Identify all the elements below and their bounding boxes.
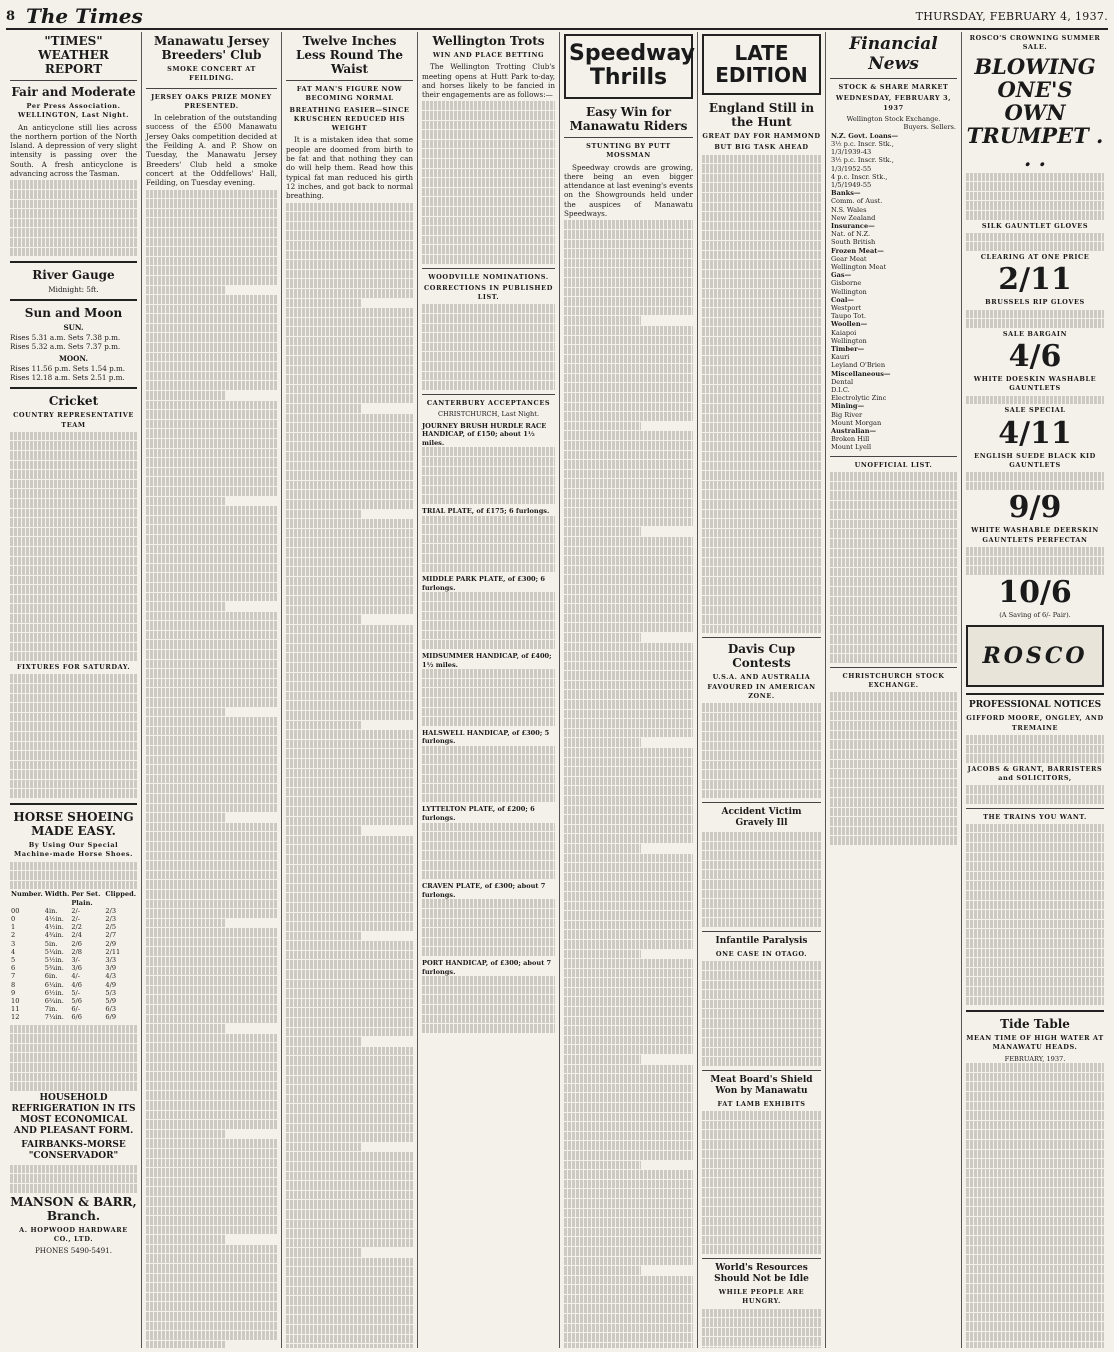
world-resources-sub: WHILE PEOPLE ARE HUNGRY. [718,1288,805,1306]
stock-name: Westport [831,303,862,312]
column-weather: "TIMES" WEATHER REPORT Fair and Moderate Per Press Association. WELLINGTON, Last Night. An anticyclone still lies across the northern portion of the North Island. A depression of very slight intensity is passing over the South. A fresh anticyclone is advancing across the Tasman. River Gauge Midnight: 5ft. Sun and Moon SUN. Rises 5.31 a.m. Sets 7.38 p.m. Rises 5.32 a.m. Sets 7.37 p.m. MOON. Rises 11.56 p.m. Sets 1.54 p.m. Rises 12.18 a.m. Sets 2.51 p.m. Cricket COUNTRY REPRESENTATIVE TEAM FIXTURES FOR SATURDAY. HORSE SHOEING MADE EASY. By Using Our Special Machine-made Horse Shoes. Number. Width. Per Set. Plain. Clipped. 00 4in. 2/- 2/3 0 4½in. 2/- 2/3 1 4½in. 2/2 2/5 2 4¾in. 2/4 2/7 3 5in. 2/6 2/9 4 5¼in. 2/8 2/11 5 5½in. 3/- 3/3 6 5¾in. 3/6 3/9 7 6in. 4/- 4/3 8 6¼in. 4/6 4/9 9 6½in. 5/- 5/3 10 6¾in. 5/6 5/9 11 7in. 6/- 6/3 12 7¼in. 6/6 6/9 HOUSEHOLD REFRIGERATION IN ITS MOST ECONOMICAL AND PLEASANT FORM. FAIRBANKS-MORSE "CONSERVADOR" MANSON & BARR, Branch. A. HOPWOOD HARDWARE CO., LTD. PHONES 5490-5491. [6,32,142,1348]
race-list [422,422,555,1033]
jersey-sub: SMOKE CONCERT AT FEILDING. [167,65,256,83]
stock-row [830,345,957,353]
horse-shoe-price-table [10,890,137,1021]
christchurch-exchange: CHRISTCHURCH STOCK EXCHANGE. [842,671,945,690]
england-sub: GREAT DAY FOR HAMMOND [702,132,821,140]
stock-name: Electrolytic Zinc [831,394,887,403]
stock-row [830,304,957,312]
england-headline: England Still in the Hunt [708,101,815,129]
stock-row [830,312,957,320]
race-heading: CRAVEN PLATE, of £300; about 7 furlongs. [422,882,546,899]
shoe-cell: 2/8 [71,947,82,956]
shoe-header: Width. [44,890,70,899]
professional-notices: PROFESSIONAL NOTICES [968,700,1102,711]
weather-body: An anticyclone still lies across the northern portion of the North Island. A depression of very slight intensity is passing over the South. A fresh anticyclone is advancing across the Tasman. [10,122,137,179]
moon-today: Rises 11.56 p.m. Sets 1.54 p.m. [10,363,126,373]
stock-name: Coal— [831,295,855,304]
stock-row [830,238,957,246]
speedway-headline: Speedway Thrills [569,41,696,90]
silk-gauntlet-gloves: SILK GAUNTLET GLOVES [981,221,1089,230]
shoe-cell: 0 [11,915,16,924]
shoe-cell: 4/- [71,972,80,981]
stock-row [830,173,957,189]
shoe-cell: 2/5 [105,923,117,932]
shoe-row [10,923,137,931]
stock-name: Frozen Meat— [831,246,884,255]
stock-name: Australian— [831,427,877,435]
stock-name: Leyland O'Brien [831,361,886,370]
shoe-row [10,940,137,948]
shoe-cell: 4in. [44,906,58,915]
shoe-cell: 6in. [44,972,58,981]
weather-headline: Fair and Moderate [11,85,136,99]
stock-name: Mining— [831,402,865,411]
shoe-cell: 1 [11,923,16,932]
woodville-corrections: CORRECTIONS IN PUBLISHED LIST. [424,283,553,302]
sun-tomorrow: Rises 5.32 a.m. Sets 7.37 p.m. [10,342,121,352]
stock-row [830,206,957,214]
solicitors-notice: GIFFORD MOORE, ONGLEY, AND TREMAINE [966,714,1104,732]
stock-name: Dental [831,377,854,386]
stock-row [830,140,957,156]
world-resources-headline: World's Resources Should Not be Idle [714,1263,809,1285]
white-doeskin-gauntlets: WHITE DOESKIN WASHABLE GAUNTLETS [973,375,1097,393]
shoe-cell: 6¾in. [44,997,64,1006]
kruschen-headline: Twelve Inches Less Round The Waist [295,34,404,76]
stock-row [830,255,957,263]
stock-name: Big River [831,410,863,419]
stock-row [830,361,957,369]
hopwood-hardware: A. HOPWOOD HARDWARE CO., LTD. [19,1225,128,1243]
river-gauge-value: Midnight: 5ft. [48,285,99,295]
masthead [6,4,1108,30]
davis-cup-headline: Davis Cup Contests [727,642,796,671]
stock-row [830,435,957,443]
stock-row [830,222,957,230]
shoe-row [10,997,137,1005]
shoe-row [10,989,137,997]
shoe-cell: 5 [11,956,16,965]
stock-name: New Zealand [831,213,876,222]
shoe-cell: 5/9 [105,997,117,1006]
deerskin-gauntlets: WHITE WASHABLE DEERSKIN GAUNTLETS PERFECTAN [971,526,1099,544]
weather-dateline: Per Press Association. WELLINGTON, Last Night. [18,102,129,120]
shoe-cell: 6½in. [44,988,64,997]
column-late-edition [698,32,826,1348]
stock-row [830,132,957,140]
kruschen-sub: FAT MAN'S FIGURE NOW BECOMING NORMAL [296,85,403,103]
stock-name: Wellington [831,336,867,345]
late-edition-banner: LATE EDITION [715,41,808,87]
fairbanks-morse: FAIRBANKS-MORSE "CONSERVADOR" [21,1139,126,1161]
shoe-cell: 5¼in. [44,947,64,956]
stock-name: Timber— [831,344,865,353]
shoe-cell: 6/- [71,1005,80,1014]
stock-name: D.I.C. [831,385,850,394]
stock-name: Insurance— [831,221,875,230]
stock-name: Wellington Meat [831,262,887,271]
stock-row [830,320,957,328]
page-number: 8 [6,8,16,24]
kruschen-body: It is a mistaken idea that some people are doomed from birth to be fat and that nothing they can do will help them. Read how this typical fat man reduced his girth 12 inches, and got back to normal breathing. [286,135,413,201]
stock-row [830,353,957,361]
stock-name: Mount Lyell [831,443,872,452]
canterbury-acceptances: CANTERBURY ACCEPTANCES [426,398,551,407]
tide-table-sub: MEAN TIME OF HIGH WATER AT MANAWATU HEADS. [966,1034,1104,1052]
sun-moon-heading: Sun and Moon [24,306,123,321]
column-rosco-ads [962,32,1108,1348]
column-jersey-breeders [142,32,282,1348]
shoe-cell: 3/6 [71,964,82,973]
shoe-cell: 2/2 [71,923,82,932]
shoe-cell: 2/11 [105,947,121,956]
trots-headline: Wellington Trots [432,34,545,48]
shoe-row [10,915,137,923]
shoe-cell: 5/3 [105,988,117,997]
stock-table [830,123,957,451]
cricket-subheading: COUNTRY REPRESENTATIVE TEAM [13,411,134,429]
late-edition-box [702,34,821,95]
shoe-cell: 12 [11,1013,20,1022]
shoe-cell: 5¾in. [44,964,64,973]
stock-name: Comm. of Aust. [831,197,883,206]
race-heading: MIDSUMMER HANDICAP, of £400; 1½ miles. [422,651,552,669]
meat-board-headline: Meat Board's Shield Won by Manawatu [710,1074,813,1096]
shoe-cell: 2/3 [105,906,117,915]
stock-name: Kaiapoi [831,328,857,337]
stock-row [830,214,957,222]
infantile-headline: Infantile Paralysis [715,936,808,947]
shoe-row [10,1013,137,1021]
race-heading: TRIAL PLATE, of £175; 6 furlongs. [422,507,550,516]
race-heading: PORT HANDICAP, of £300; about 7 furlongs. [422,958,552,976]
stock-name: Gas— [831,271,852,280]
column-speedway [560,32,698,1348]
speedway-headline-box [564,34,696,99]
english-suede-gauntlets: ENGLISH SUEDE BLACK KID GAUNTLETS [974,451,1096,469]
speedway-sub: Easy Win for Manawatu Riders [569,105,688,133]
issue-date: THURSDAY, FEBRUARY 4, 1937. [915,9,1108,23]
river-gauge-heading: River Gauge [32,268,115,283]
shoe-cell: 4/3 [105,972,117,981]
stock-row [830,443,957,451]
financial-news-heading: Financial News [849,34,938,74]
stock-name: Nat. of N.Z. [831,230,871,239]
shoe-cell: 5½in. [44,956,64,965]
trots-body: The Wellington Trotting Club's meeting opens at Hutt Park to-day, and horses likely to be fancied in their engagements are as follows:— [422,62,555,100]
stock-row [830,263,957,271]
stock-row [830,156,957,172]
shoe-row [10,956,137,964]
newspaper-page [6,32,1108,1348]
price-3: 4/11 [998,415,1072,451]
stock-row [830,427,957,435]
brussels-gloves: BRUSSELS RIP GLOVES [985,298,1085,307]
shoe-cell: 6 [11,964,16,973]
sun-today: Rises 5.31 a.m. Sets 7.38 p.m. [10,332,121,342]
shoe-cell: 6¼in. [44,980,64,989]
stock-name: Wellington [831,287,867,296]
rosco-headline: BLOWING ONE'S OWN TRUMPET . . . [966,53,1104,171]
stock-row [830,419,957,427]
jacobs-grant-notice: JACOBS & GRANT, BARRISTERS and SOLICITORS, [967,764,1103,783]
shoe-cell: 3/- [71,956,80,965]
stock-row [830,370,957,378]
stock-row [830,402,957,410]
shoe-row [10,907,137,915]
shoe-row [10,964,137,972]
price-4: 9/9 [1008,490,1062,526]
column-kruschen [282,32,418,1348]
shoe-cell: 4 [11,947,16,956]
fixtures-heading: FIXTURES FOR SATURDAY. [16,663,131,672]
column-trots [418,32,560,1348]
shoe-cell: 2/9 [105,939,117,948]
shoe-cell: 4¾in. [44,931,64,940]
shoe-cell: 2/- [71,906,80,915]
shoe-cell: 5/- [71,988,80,997]
shoe-header: Clipped. [105,890,136,899]
davis-cup-sub: U.S.A. AND AUSTRALIA FAVOURED IN AMERICAN ZONE. [707,673,816,700]
buyers-header: Buyers. [903,123,929,132]
shoe-cell: 3/3 [105,956,117,965]
shoe-cell: 8 [11,980,16,989]
stock-exchange-name: Wellington Stock Exchange. [846,114,941,123]
jersey-headline: Manawatu Jersey Breeders' Club [153,34,270,62]
stock-row [830,189,957,197]
stock-row [830,386,957,394]
shoe-cell: 2/- [71,915,80,924]
shoe-row [10,972,137,980]
stock-row [830,337,957,345]
shoe-cell: 3/9 [105,964,117,973]
canterbury-dateline: CHRISTCHURCH, Last Night. [437,410,540,419]
stock-row [830,394,957,402]
household-refrigeration: HOUSEHOLD REFRIGERATION IN ITS MOST ECONOMICAL AND PLEASANT FORM. [11,1092,136,1136]
woodville-nominations: WOODVILLE NOMINATIONS. [428,272,549,281]
shoe-row [10,981,137,989]
shoe-cell: 4½in. [44,923,64,932]
shoe-cell: 7 [11,972,16,981]
rosco-logo: ROSCO [966,625,1104,687]
moon-tomorrow: Rises 12.18 a.m. Sets 2.51 p.m. [10,372,125,382]
shoe-cell: 6/3 [105,1005,117,1014]
race-heading: MIDDLE PARK PLATE, of £300; 6 furlongs. [422,575,545,592]
stock-row [830,279,957,287]
stock-row [830,230,957,238]
shoe-cell: 7¼in. [44,1013,64,1022]
market-date: WEDNESDAY, FEBRUARY 3, 1937 [835,94,952,112]
shoe-cell: 4/9 [105,980,117,989]
stock-name: N.S. Wales [831,205,867,214]
stock-row [830,411,957,419]
stock-name: 3½ p.c. Inscr. Stk., 1/3/1952-55 [831,156,894,173]
shoe-cell: 10 [11,997,20,1006]
shoe-cell: 2 [11,931,16,940]
speedway-body: Speedway crowds are growing, there being an even bigger attendance at last evening's events on the Showgrounds held under the auspices of Manawatu Speedways. [564,162,693,219]
newspaper-name: The Times [26,4,143,28]
shoe-cell: 2/4 [71,931,82,940]
jersey-body: In celebration of the outstanding success of the £500 Manawatu Jersey Oaks competition decided at the Feilding A. and P. Show on Tuesday, the Manawatu Jersey Breeders' Club held a smoke concert at the Oddfellows' Hall, Feilding, on Tuesday evening. [146,113,277,188]
stock-market-sub: STOCK & SHARE MARKET [838,83,949,91]
unofficial-list: UNOFFICIAL LIST. [854,460,933,469]
trots-sub: WIN AND PLACE BETTING [432,51,545,59]
weather-title: "TIMES" WEATHER REPORT [38,34,109,76]
stock-row [830,247,957,255]
stock-name: Gisborne [831,279,862,288]
kruschen-sub2: BREATHING EASIER—SINCE KRUSCHEN REDUCED HIS WEIGHT [289,105,410,133]
horse-shoeing-title: HORSE SHOEING MADE EASY. [13,810,134,839]
stock-name: 4 p.c. Inscr. Stk., 1/5/1949-55 [831,172,888,189]
horse-shoeing-sub: By Using Our Special Machine-made Horse Shoes. [14,841,133,859]
shoe-cell: 2/6 [71,939,82,948]
jersey-sub2: JERSEY OAKS PRIZE MONEY PRESENTED. [151,92,272,110]
shoe-header: Number. [11,890,43,899]
shoe-cell: 2/3 [105,915,117,924]
stock-name: Kauri [831,353,850,362]
price-5: 10/6 [998,574,1072,610]
shoe-cell: 4/6 [71,980,82,989]
race-heading: LYTTELTON PLATE, of £200; 6 furlongs. [422,805,535,823]
stock-row [830,329,957,337]
stock-name: Mount Morgan [831,418,882,427]
stock-name: Taupo Tot. [831,312,866,321]
infantile-sub: ONE CASE IN OTAGO. [715,950,808,959]
shoe-cell: 5in. [44,939,58,948]
tide-table-month: FEBRUARY, 1937. [1004,1054,1066,1063]
speedway-byline: STUNTING BY PUTT MOSSMAN [586,142,671,160]
race-heading: HALSWELL HANDICAP, of £300; 5 furlongs. [422,728,550,746]
sale-special: SALE SPECIAL [1004,406,1066,415]
stock-name: 3½ p.c. Inscr. Stk., 1/3/1939-43 [831,139,894,157]
manson-barr: MANSON & BARR, Branch. [10,1194,137,1223]
stock-name: Banks— [831,189,861,198]
cricket-heading: Cricket [48,394,99,409]
column-financial [826,32,962,1348]
clearing-label: CLEARING AT ONE PRICE [980,253,1090,262]
shoe-cell: 3 [11,939,16,948]
stock-row [830,378,957,386]
stock-name: Broken Hill [831,435,870,444]
stock-name: Woollen— [831,320,868,329]
shoe-cell: 9 [11,988,16,997]
stock-row [830,197,957,205]
shoe-cell: 00 [11,906,20,915]
shoe-cell: 7in. [44,1005,58,1014]
shoe-cell: 2/7 [105,931,117,940]
shoe-row [10,1005,137,1013]
stock-name: South British [831,238,876,247]
shoe-cell: 4½in. [44,915,64,924]
sale-bargain-1: SALE BARGAIN [1002,329,1068,338]
stock-name: Miscellaneous— [831,369,891,378]
rosco-top: ROSCO'S CROWNING SUMMER SALE. [969,34,1101,52]
shoe-row [10,948,137,956]
race-heading: JOURNEY BRUSH HURDLE RACE HANDICAP, of £150; about 1½ miles. [422,421,547,447]
stock-name: Gear Meat [831,254,867,263]
saving-note: (A Saving of 6/- Pair). [999,610,1071,619]
phones: PHONES 5490-5491. [34,1246,113,1256]
stock-row [830,288,957,296]
tide-table-heading: Tide Table [1000,1017,1070,1032]
meat-board-sub: FAT LAMB EXHIBITS [717,1099,806,1108]
shoe-cell: 5/6 [71,997,82,1006]
shoe-cell: 6/6 [71,1013,82,1022]
shoe-row [10,931,137,939]
sellers-header: Sellers. [930,123,956,132]
england-sub2: BUT BIG TASK AHEAD [714,143,809,152]
price-2: 4/6 [1008,339,1062,375]
shoe-cell: 6/9 [105,1013,117,1022]
stock-name: N.Z. Govt. Loans— [831,131,899,140]
shoe-cell: 11 [11,1005,20,1014]
trains-heading: THE TRAINS YOU WANT. [983,812,1087,821]
stock-row [830,271,957,279]
price-1: 2/11 [998,262,1072,298]
accident-headline: Accident Victim Gravely Ill [721,807,802,829]
shoe-header: Per Set. Plain. [71,890,101,907]
stock-row [830,296,957,304]
